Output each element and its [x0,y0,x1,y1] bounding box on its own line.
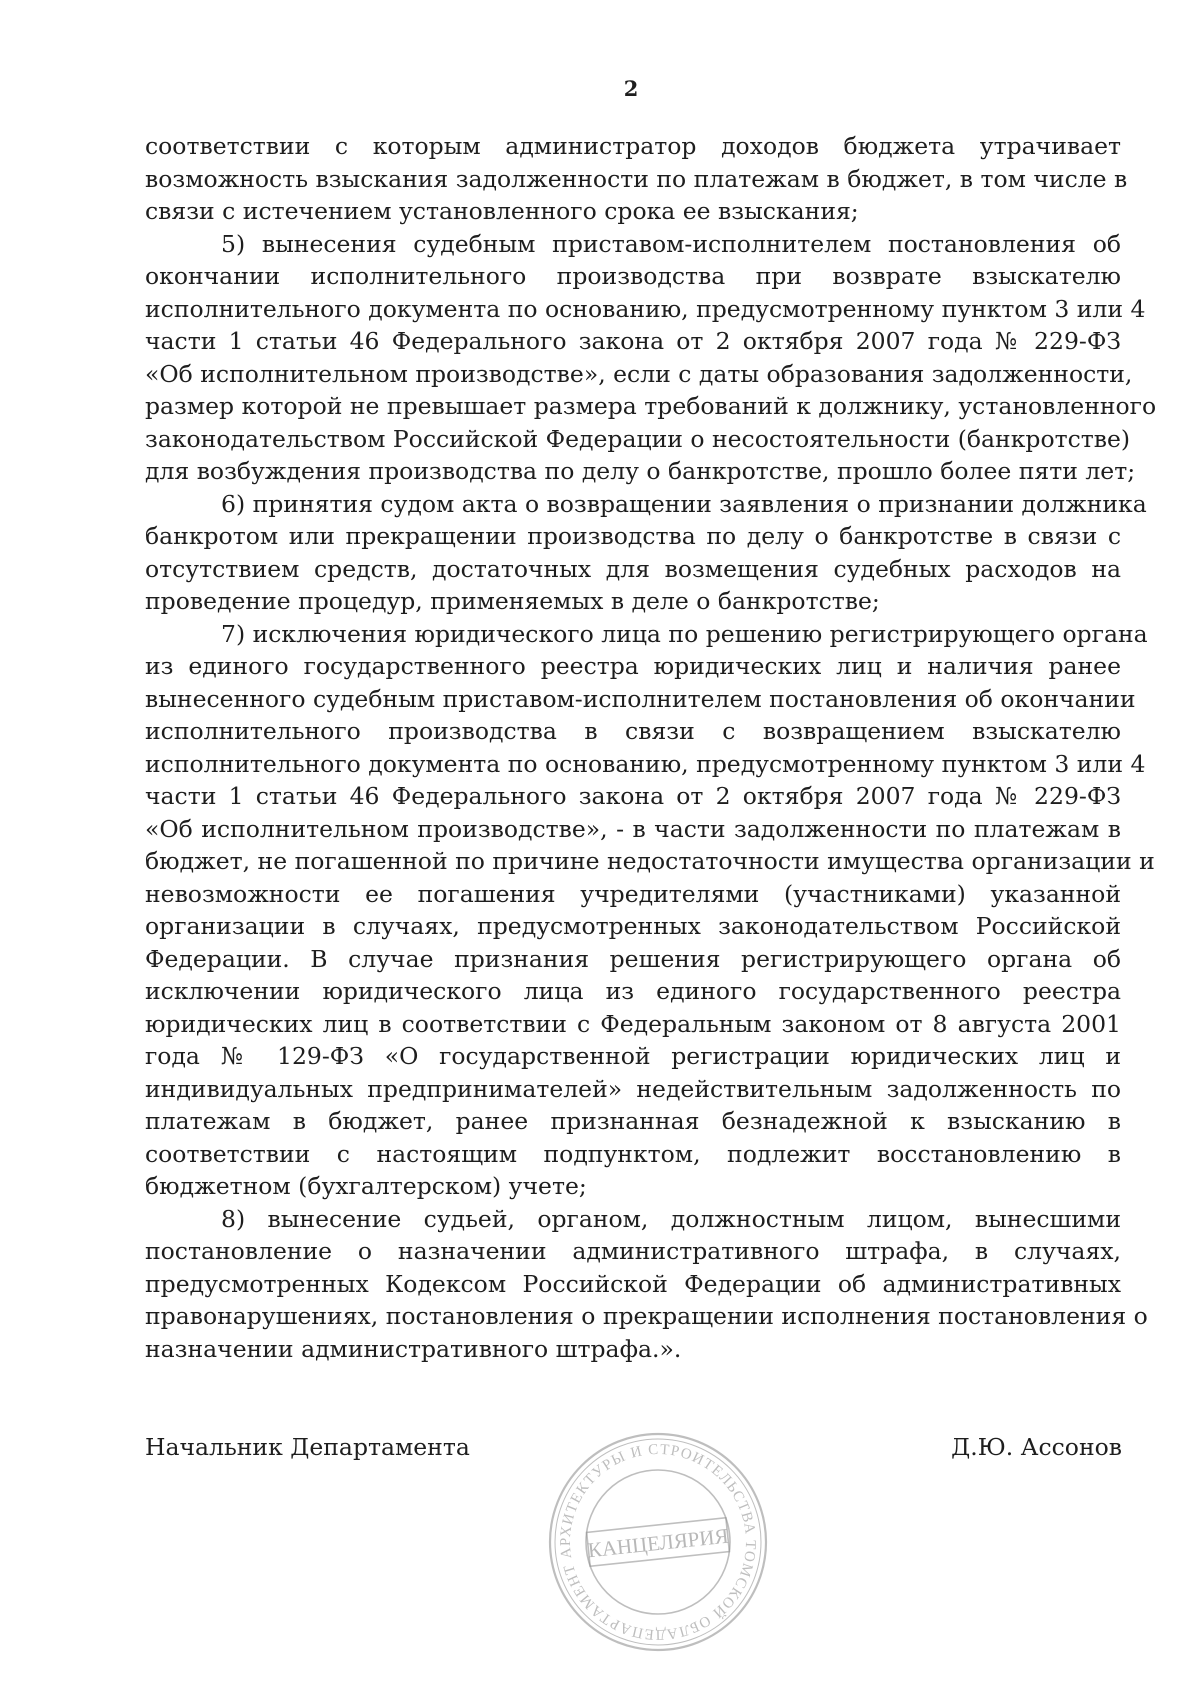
text-line: организации в случаях, предусмотренных законодательством Российской [145,912,1121,940]
text-line: «Об исполнительном производстве», если с даты образования задолженности, [145,359,1133,388]
paragraph-item-5 [145,228,1157,488]
office-stamp [546,1430,770,1654]
paragraph-item-6 [145,488,1147,618]
signatory-title: Начальник Департамента [145,1433,470,1461]
text-line: возможность взыскания задолженности по платежам в бюджет, в том числе в [145,164,1128,193]
text-line: соответствии с настоящим подпунктом, подлежит восстановлению в [145,1139,1121,1168]
stamp-center-text: КАНЦЕЛЯРИЯ [586,1523,730,1563]
text-line: назначении административного штрафа.». [145,1334,682,1363]
text-line: банкротом или прекращении производства по делу о банкротстве в связи с [145,522,1121,550]
text-line: платежам в бюджет, ранее признанная безнадежной к взысканию в [145,1107,1121,1135]
text-line: законодательством Российской Федерации о несостоятельности (банкротстве) [145,424,1131,453]
signatory-name: Д.Ю. Ассонов [951,1433,1122,1461]
paragraph-item-8 [145,1203,1148,1366]
document-body [145,130,1157,1365]
text-line: исполнительного документа по основанию, предусмотренному пунктом 3 или 4 [145,749,1146,778]
paragraph-item-7 [145,618,1155,1203]
text-line: проведение процедур, применяемых в деле о банкротстве; [145,587,880,615]
text-line: «Об исполнительном производстве», - в части задолженности по платежам в [145,814,1121,843]
text-line: правонарушениях, постановления о прекращении исполнения постановления о [145,1302,1148,1330]
text-line: 7) исключения юридического лица по решению регистрирующего органа [221,619,1148,648]
text-line: постановление о назначении административного штрафа, в случаях, [145,1237,1121,1265]
text-line: года № 129-ФЗ «О государственной регистрации юридических лиц и [145,1042,1121,1070]
text-line: бюджет, не погашенной по причине недостаточности имущества организации и [145,847,1155,875]
text-line: бюджетном (бухгалтерском) учете; [145,1172,587,1200]
text-line: размер которой не превышает размера требований к должнику, установленного [145,392,1157,420]
text-line: связи с истечением установленного срока ее взыскания; [145,197,859,225]
text-line: соответствии с которым администратор доходов бюджета утрачивает [145,132,1121,160]
text-line: индивидуальных предпринимателей» недействительным задолженность по [145,1074,1121,1103]
text-line: 6) принятия судом акта о возвращении заявления о признании должника [221,489,1147,518]
text-line: для возбуждения производства по делу о банкротстве, прошло более пяти лет; [145,457,1136,485]
text-line: окончании исполнительного производства при возврате взыскателю [145,262,1121,290]
text-line: исполнительного производства в связи с возвращением взыскателю [145,717,1121,745]
text-line: вынесенного судебным приставом-исполнителем постановления об окончании [145,684,1136,713]
text-line: из единого государственного реестра юридических лиц и наличия ранее [145,652,1121,680]
text-line: предусмотренных Кодексом Российской Федерации об административных [145,1269,1121,1298]
text-line: 5) вынесения судебным приставом-исполнителем постановления об [221,229,1121,258]
page-number: 2 [623,76,639,101]
text-line: юридических лиц в соответствии с Федеральным законом от 8 августа 2001 [145,1009,1121,1038]
text-line: части 1 статьи 46 Федерального закона от 2 октября 2007 года № 229-ФЗ [145,782,1121,810]
stamp-ring-text: ДЕПАРТАМЕНТ АРХИТЕКТУРЫ И СТРОИТЕЛЬСТВА ТОМСКОЙ ОБЛАСТИ [557,1441,759,1643]
text-line: исполнительного документа по основанию, предусмотренному пунктом 3 или 4 [145,294,1146,323]
text-line: части 1 статьи 46 Федерального закона от 2 октября 2007 года № 229-ФЗ [145,327,1121,355]
text-line: 8) вынесение судьей, органом, должностным лицом, вынесшими [221,1204,1121,1233]
text-line: исключении юридического лица из единого государственного реестра [145,977,1121,1005]
paragraph [145,130,1128,228]
text-line: отсутствием средств, достаточных для возмещения судебных расходов на [145,554,1121,583]
text-line: невозможности ее погашения учредителями (участниками) указанной [145,879,1121,908]
text-line: Федерации. В случае признания решения регистрирующего органа об [145,944,1121,973]
